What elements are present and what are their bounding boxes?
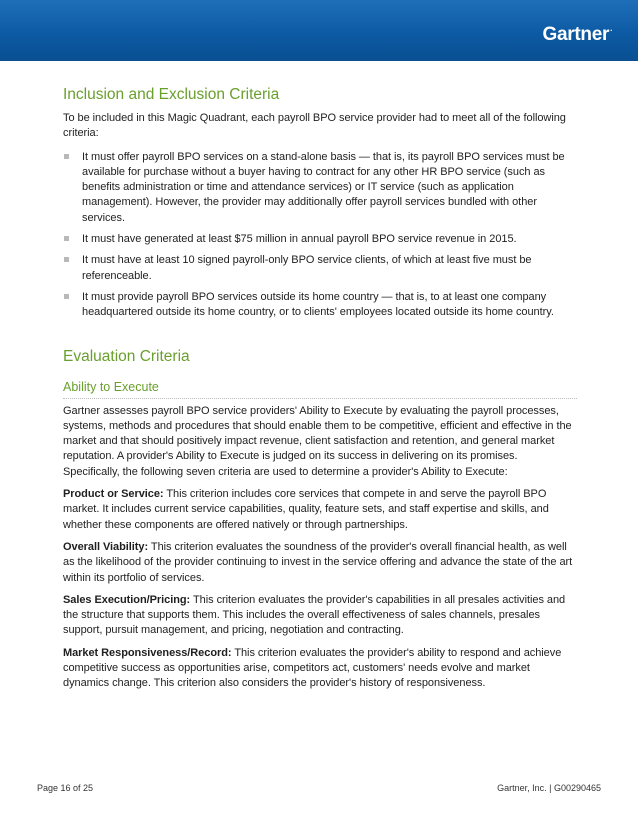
- bullet-icon: [64, 236, 69, 241]
- evaluation-intro: Gartner assesses payroll BPO service providers' Ability to Execute by evaluating the payroll processes, systems, methods and procedures that should enable them to be competitive, efficient and effective in the market and that should positively impact revenue, client satisfaction and retention, and general market reputation. A provider's Ability to Execute is judged on its success in delivering on its promises. Specifically, the following seven criteria are used to determine a provider's Ability to Execute:: [63, 404, 572, 478]
- evaluation-heading: Evaluation Criteria: [63, 347, 190, 365]
- criterion-overall-viability: Overall Viability: This criterion evaluates the soundness of the provider's overall financial health, as well as the likelihood of the provider continuing to invest in the service offering and advance the state of the art within its portfolio of services.: [63, 540, 573, 584]
- document-id: Gartner, Inc. | G00290465: [497, 783, 601, 793]
- list-item: It must offer payroll BPO services on a stand-alone basis — that is, its payroll BPO services must be available for purchase without a buyer having to contract for any other HR BPO service (such as benefits administration or time and attendance services) or IT service (such as application management). However, the provider may additionally offer payroll services bundled with other services.: [63, 150, 577, 226]
- ability-to-execute-heading: Ability to Execute: [63, 380, 577, 399]
- bullet-icon: [64, 294, 69, 299]
- bullet-icon: [64, 257, 69, 262]
- page-number: Page 16 of 25: [37, 783, 94, 793]
- header-banner: [0, 0, 638, 61]
- page-content: [63, 86, 577, 692]
- criterion-product-or-service: Product or Service: This criterion includes core services that compete in and serve the payroll BPO market. It includes current service capabilities, quality, feature sets, and staff expertise and skills, and whether these components are offered natively or through partnerships.: [63, 488, 549, 531]
- inclusion-heading: Inclusion and Exclusion Criteria: [63, 86, 280, 103]
- inclusion-intro: To be included in this Magic Quadrant, each payroll BPO service provider had to meet all of the following criteria:: [63, 112, 566, 140]
- criterion-sales-execution: Sales Execution/Pricing: This criterion evaluates the provider's capabilities in all presales activities and the structure that supports them. This includes the overall effectiveness of sales channels, presales support, pursuit management, and pricing, negotiation and contracting.: [63, 593, 566, 637]
- bullet-icon: [64, 154, 69, 159]
- list-item: It must have at least 10 signed payroll-only BPO service clients, of which at least five must be referenceable.: [63, 253, 577, 284]
- criterion-market-responsiveness: Market Responsiveness/Record: This criterion evaluates the provider's ability to respond and achieve competitive success as opportunities arise, competitors act, customers' needs evolve and market dynamics change. This criterion also considers the provider's history of responsiveness.: [63, 646, 562, 690]
- list-item: It must have generated at least $75 million in annual payroll BPO service revenue in 2015.: [63, 232, 577, 247]
- inclusion-list: [63, 150, 577, 321]
- list-item: It must provide payroll BPO services outside its home country — that is, to at least one company headquartered outside its home country, or to clients' employees located outside its home country.: [63, 290, 577, 321]
- gartner-logo: Gartner.: [542, 24, 612, 45]
